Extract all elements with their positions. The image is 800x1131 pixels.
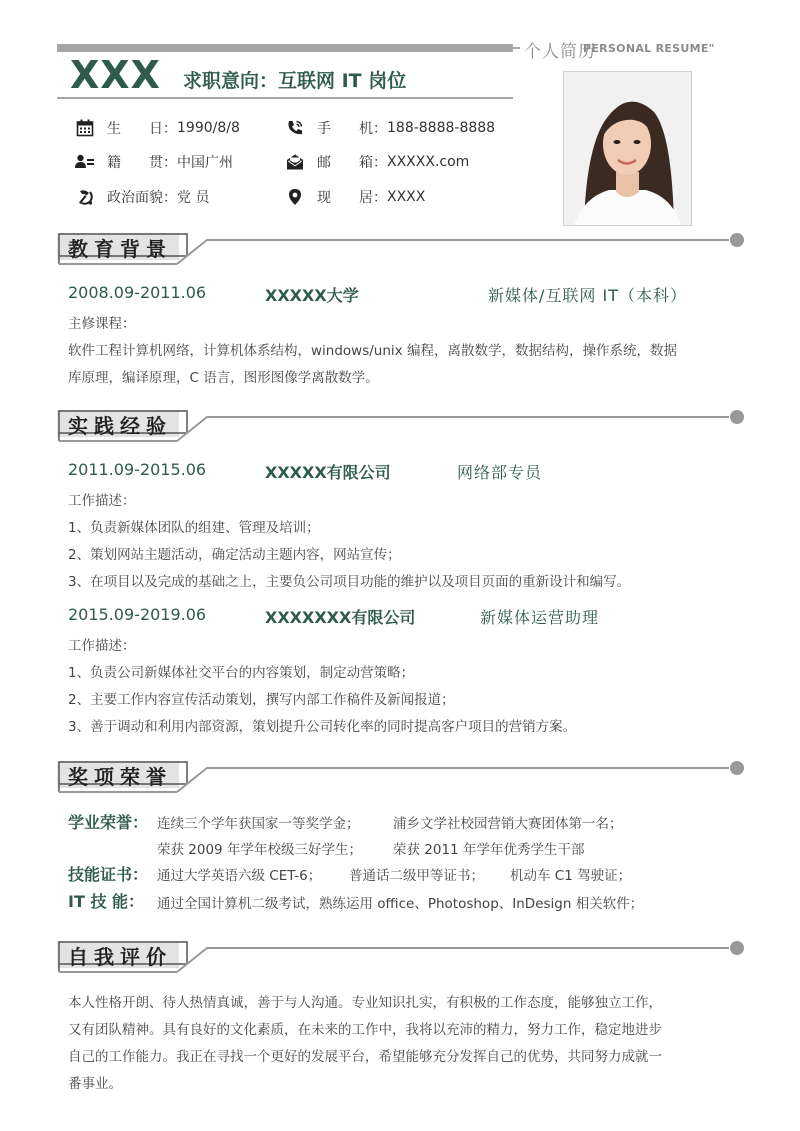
job1-position: 网络部专员	[457, 463, 543, 482]
origin-value: 中国广州	[177, 155, 233, 171]
self-eval-line: 本人性格开朗、待人热情真诚，善于与人沟通。专业知识扎实，有积极的工作态度，能够独立工作，	[68, 995, 662, 1011]
top-bar	[57, 44, 513, 52]
politics-value: 党 员	[177, 190, 210, 206]
job2-date: 2015.09-2019.06	[68, 605, 207, 624]
edu-date: 2008.09-2011.06	[68, 283, 207, 302]
section-title-self: 自我评价	[68, 945, 172, 969]
candidate-name: XXX	[70, 53, 161, 97]
edu-courses-label: 主修课程：	[68, 316, 136, 332]
info-origin	[75, 150, 233, 174]
job2-desc-label: 工作描述：	[68, 638, 136, 654]
doc-title-cn: 个人简历	[524, 42, 596, 62]
academic-label: 学业荣誉：	[68, 813, 149, 832]
phone-value: 188-8888-8888	[387, 120, 496, 136]
cert-item: 机动车 C1 驾驶证；	[510, 868, 632, 884]
job-intent: 求职意向：互联网 IT 岗位	[183, 70, 407, 92]
person-list-icon	[75, 152, 95, 172]
self-eval-line: 又有团队精神。具有良好的文化素质，在未来的工作中，我将以充沛的精力，努力工作，稳定地进步	[68, 1022, 662, 1038]
birth-label: 生 日：	[107, 121, 177, 137]
email-label: 邮 箱：	[317, 155, 387, 171]
job1-item: 1、负责新媒体团队的组建、管理及培训；	[68, 520, 320, 536]
location-pin-icon	[285, 187, 305, 207]
top-bar-tail	[513, 47, 520, 49]
profile-photo	[563, 71, 692, 226]
cert-item: 通过大学英语六级 CET-6；	[157, 868, 322, 884]
edu-major: 新媒体/互联网 IT（本科）	[488, 286, 687, 305]
cert-item: 普通话二级甲等证书；	[349, 868, 484, 884]
phone-label: 手 机：	[317, 121, 387, 137]
academic-item: 荣获 2009 年学年校级三好学生；	[157, 842, 362, 858]
academic-item: 浦乡文学社校园营销大赛团体第一名；	[393, 816, 623, 832]
phone-icon	[285, 118, 305, 138]
job1-company: XXXXX有限公司	[265, 463, 391, 482]
origin-label: 籍 贯：	[107, 155, 177, 171]
residence-label: 现 居：	[317, 190, 387, 206]
academic-item: 荣获 2011 年学年优秀学生干部	[393, 842, 585, 858]
job1-item: 2、策划网站主题活动，确定活动主题内容，网站宣传；	[68, 547, 401, 563]
job1-desc-label: 工作描述：	[68, 493, 136, 509]
edu-courses-line2: 库原理，编译原理，C 语言，图形图像学离散数学。	[68, 370, 379, 386]
edu-school: XXXXX大学	[265, 286, 359, 305]
info-phone	[285, 116, 495, 140]
info-birth	[75, 116, 240, 140]
job2-position: 新媒体运营助理	[480, 608, 600, 627]
party-emblem-icon	[75, 187, 95, 207]
job1-date: 2011.09-2015.06	[68, 460, 207, 479]
politics-label: 政治面貌：	[107, 190, 177, 206]
job2-company: XXXXXXX有限公司	[265, 608, 416, 627]
it-item: 通过全国计算机二级考试，熟练运用 office、Photoshop、InDesign 相关软件；	[157, 896, 644, 912]
edu-courses-line1: 软件工程计算机网络，计算机体系结构，windows/unix 编程，离散数学，数据结构，操作系统，数据	[68, 343, 677, 359]
job1-item: 3、在项目以及完成的基础之上，主要负公司项目功能的维护以及项目页面的重新设计和编写。	[68, 574, 631, 590]
it-label: IT 技 能：	[68, 892, 145, 911]
info-email	[285, 150, 469, 174]
cert-label: 技能证书：	[68, 865, 149, 884]
email-value: XXXXX.com	[387, 154, 470, 170]
job2-item: 1、负责公司新媒体社交平台的内容策划，制定动营策略；	[68, 665, 415, 681]
header-rule	[57, 97, 513, 99]
residence-value: XXXX	[387, 189, 426, 205]
envelope-icon	[285, 152, 305, 172]
doc-title-en: PERSONAL RESUME"	[583, 42, 715, 55]
academic-item: 连续三个学年获国家一等奖学金；	[157, 816, 360, 832]
info-residence	[285, 185, 425, 209]
job2-item: 3、善于调动和利用内部资源，策划提升公司转化率的同时提高客户项目的营销方案。	[68, 719, 577, 735]
section-title-education: 教育背景	[68, 237, 172, 261]
section-title-awards: 奖项荣誉	[68, 765, 172, 789]
info-politics	[75, 185, 209, 209]
section-title-practice: 实践经验	[68, 414, 172, 438]
birth-value: 1990/8/8	[177, 120, 240, 136]
self-eval-line: 自己的工作能力。我正在寻找一个更好的发展平台，希望能够充分发挥自己的优势，共同努力成就一	[68, 1049, 662, 1065]
self-eval-line: 番事业。	[68, 1076, 122, 1092]
calendar-icon	[75, 118, 95, 138]
job2-item: 2、主要工作内容宣传活动策划，撰写内部工作稿件及新闻报道；	[68, 692, 455, 708]
